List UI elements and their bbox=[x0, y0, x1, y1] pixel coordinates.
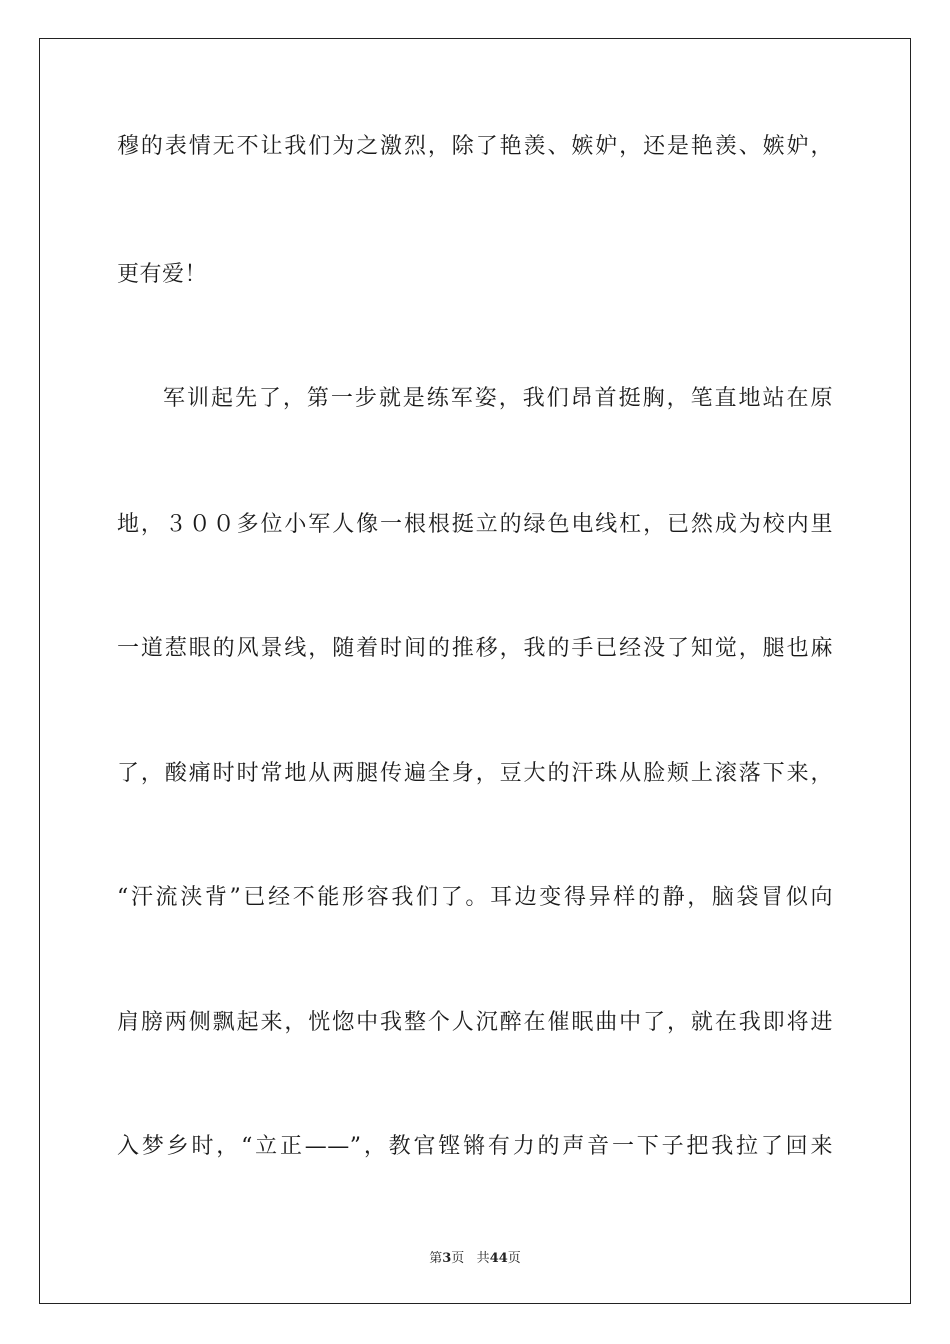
page-footer bbox=[0, 1251, 950, 1267]
paragraph-first-line: 军训起先了，第一步就是练军姿，我们昂首挺胸，笔直地站在原 bbox=[163, 386, 833, 411]
text-line: 了，酸痛时时常地从两腿传遍全身，豆大的汗珠从脸颊上滚落下来， bbox=[117, 761, 833, 786]
current-page-number: 3 bbox=[442, 1251, 452, 1266]
total-pages-number: 44 bbox=[489, 1251, 508, 1266]
text-line: 地，３００多位小军人像一根根挺立的绿色电线杠，已然成为校内里 bbox=[117, 512, 833, 537]
text-line: 更有爱！ bbox=[117, 262, 208, 287]
text-line: “汗流浃背”已经不能形容我们了。耳边变得异样的静，脑袋冒似向 bbox=[117, 885, 833, 910]
footer-total-prefix: 共 bbox=[476, 1251, 490, 1266]
text-line: 入梦乡时，“立正——”，教官铿锵有力的声音一下子把我拉了回来 bbox=[117, 1134, 833, 1159]
text-line: 肩膀两侧飘起来，恍惚中我整个人沉醉在催眠曲中了，就在我即将进 bbox=[117, 1010, 833, 1035]
page-border bbox=[39, 38, 911, 1304]
footer-page-suffix: 页 bbox=[451, 1251, 465, 1266]
footer-total-suffix: 页 bbox=[507, 1251, 521, 1266]
footer-prefix: 第 bbox=[429, 1251, 443, 1266]
text-line: 穆的表情无不让我们为之激烈，除了艳羡、嫉妒，还是艳羡、嫉妒， bbox=[117, 134, 833, 159]
text-line: 一道惹眼的风景线，随着时间的推移，我的手已经没了知觉，腿也麻 bbox=[117, 636, 833, 661]
